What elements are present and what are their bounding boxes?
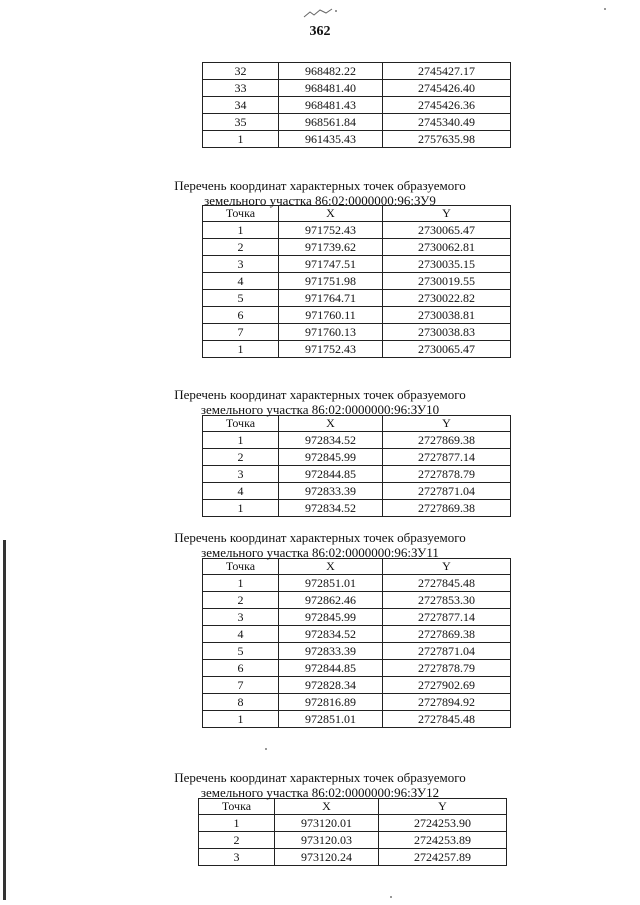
point-column-header: Точка (203, 206, 279, 222)
caption-line: Перечень координат характерных точек образуемого (174, 530, 466, 545)
y-coordinate-cell: 2727869.38 (383, 432, 511, 449)
x-coordinate-cell: 971752.43 (279, 341, 383, 358)
y-coordinate-cell: 2724253.90 (379, 815, 507, 832)
x-column-header: X (279, 206, 383, 222)
y-coordinate-cell: 2727869.38 (383, 626, 511, 643)
caption-line: земельного участка 86:02:0000000:96:ЗУ10 (200, 402, 440, 417)
x-coordinate-cell: 972828.34 (279, 677, 383, 694)
x-coordinate-cell: 972816.89 (279, 694, 383, 711)
scan-dust (265, 748, 267, 750)
x-coordinate-cell: 971752.43 (279, 222, 383, 239)
x-coordinate-cell: 972833.39 (279, 643, 383, 660)
point-cell: 4 (203, 273, 279, 290)
point-cell: 6 (203, 660, 279, 677)
caption-line: Перечень координат характерных точек образуемого (174, 770, 466, 785)
table-body (203, 63, 511, 148)
point-cell: 2 (203, 449, 279, 466)
header-row (203, 416, 511, 432)
point-cell: 7 (203, 677, 279, 694)
point-cell: 5 (203, 643, 279, 660)
table-row (199, 815, 507, 832)
y-coordinate-cell: 2745340.49 (383, 114, 511, 131)
table-row (203, 290, 511, 307)
x-coordinate-cell: 972851.01 (279, 711, 383, 728)
point-column-header: Точка (203, 416, 279, 432)
point-cell: 2 (199, 832, 275, 849)
point-cell: 2 (203, 239, 279, 256)
x-column-header: X (275, 799, 379, 815)
point-cell: 32 (203, 63, 279, 80)
table-row (203, 626, 511, 643)
point-cell: 2 (203, 592, 279, 609)
table-row (203, 131, 511, 148)
table-row (203, 694, 511, 711)
coordinates-table (202, 62, 511, 148)
y-coordinate-cell: 2730035.15 (383, 256, 511, 273)
table-row (203, 711, 511, 728)
table-row (203, 500, 511, 517)
table-body (199, 815, 507, 866)
table-row (203, 660, 511, 677)
y-coordinate-cell: 2727869.38 (383, 500, 511, 517)
caption-line: земельного участка 86:02:0000000:96:ЗУ12 (200, 785, 440, 800)
caption-line: Перечень координат характерных точек образуемого (174, 178, 466, 193)
table-row (203, 256, 511, 273)
table-block-zu9 (0, 178, 640, 361)
point-cell: 5 (203, 290, 279, 307)
x-coordinate-cell: 968561.84 (279, 114, 383, 131)
x-coordinate-cell: 972833.39 (279, 483, 383, 500)
table-caption (0, 387, 640, 417)
x-coordinate-cell: 973120.24 (275, 849, 379, 866)
y-coordinate-cell: 2727878.79 (383, 466, 511, 483)
point-cell: 4 (203, 626, 279, 643)
table-header (203, 206, 511, 222)
table-row (203, 575, 511, 592)
x-coordinate-cell: 961435.43 (279, 131, 383, 148)
point-cell: 33 (203, 80, 279, 97)
header-row (199, 799, 507, 815)
caption-line: Перечень координат характерных точек образуемого (174, 387, 466, 402)
table-block-zu12 (0, 770, 640, 868)
table-header (203, 559, 511, 575)
x-coordinate-cell: 971764.71 (279, 290, 383, 307)
point-cell: 1 (199, 815, 275, 832)
y-column-header: Y (383, 559, 511, 575)
y-coordinate-cell: 2727878.79 (383, 660, 511, 677)
table-row (203, 466, 511, 483)
x-coordinate-cell: 971760.11 (279, 307, 383, 324)
x-coordinate-cell: 972845.99 (279, 449, 383, 466)
y-coordinate-cell: 2727877.14 (383, 609, 511, 626)
y-column-header: Y (383, 206, 511, 222)
table-header (199, 799, 507, 815)
point-cell: 34 (203, 97, 279, 114)
point-cell: 1 (203, 341, 279, 358)
table-row (203, 114, 511, 131)
x-column-header: X (279, 559, 383, 575)
table-row (203, 592, 511, 609)
point-cell: 7 (203, 324, 279, 341)
x-coordinate-cell: 973120.03 (275, 832, 379, 849)
y-coordinate-cell: 2730065.47 (383, 222, 511, 239)
point-cell: 35 (203, 114, 279, 131)
y-coordinate-cell: 2730022.82 (383, 290, 511, 307)
header-row (203, 559, 511, 575)
table-row (203, 483, 511, 500)
y-coordinate-cell: 2727853.30 (383, 592, 511, 609)
point-cell: 3 (199, 849, 275, 866)
caption-line: земельного участка 86:02:0000000:96:ЗУ9 (204, 193, 436, 208)
table-row (203, 432, 511, 449)
y-coordinate-cell: 2727871.04 (383, 483, 511, 500)
x-coordinate-cell: 971760.13 (279, 324, 383, 341)
x-coordinate-cell: 971739.62 (279, 239, 383, 256)
x-coordinate-cell: 972845.99 (279, 609, 383, 626)
x-coordinate-cell: 973120.01 (275, 815, 379, 832)
y-coordinate-cell: 2727845.48 (383, 711, 511, 728)
header-row (203, 206, 511, 222)
x-coordinate-cell: 972834.52 (279, 626, 383, 643)
point-cell: 1 (203, 711, 279, 728)
x-coordinate-cell: 971747.51 (279, 256, 383, 273)
y-coordinate-cell: 2727902.69 (383, 677, 511, 694)
x-coordinate-cell: 972844.85 (279, 466, 383, 483)
table-row (203, 80, 511, 97)
x-coordinate-cell: 971751.98 (279, 273, 383, 290)
point-cell: 1 (203, 500, 279, 517)
x-coordinate-cell: 968482.22 (279, 63, 383, 80)
y-coordinate-cell: 2745427.17 (383, 63, 511, 80)
x-coordinate-cell: 972862.46 (279, 592, 383, 609)
table-row (203, 609, 511, 626)
y-coordinate-cell: 2727871.04 (383, 643, 511, 660)
y-coordinate-cell: 2730038.83 (383, 324, 511, 341)
scan-smudge-mark (300, 6, 340, 20)
table-header (203, 416, 511, 432)
table-row (199, 849, 507, 866)
table-block-zu11 (0, 530, 640, 730)
y-coordinate-cell: 2730019.55 (383, 273, 511, 290)
table-row (203, 324, 511, 341)
x-coordinate-cell: 968481.43 (279, 97, 383, 114)
y-column-header: Y (383, 416, 511, 432)
point-cell: 3 (203, 466, 279, 483)
point-column-header: Точка (203, 559, 279, 575)
point-cell: 6 (203, 307, 279, 324)
table-row (203, 273, 511, 290)
table-caption (0, 770, 640, 800)
point-cell: 1 (203, 432, 279, 449)
y-column-header: Y (379, 799, 507, 815)
x-coordinate-cell: 968481.40 (279, 80, 383, 97)
table-block-zu10 (0, 387, 640, 519)
point-cell: 3 (203, 256, 279, 273)
coordinates-table (198, 798, 507, 866)
y-coordinate-cell: 2730065.47 (383, 341, 511, 358)
coordinates-table (202, 205, 511, 358)
point-cell: 8 (203, 694, 279, 711)
coordinates-table (202, 415, 511, 517)
x-column-header: X (279, 416, 383, 432)
point-cell: 1 (203, 222, 279, 239)
continuation-table-block (0, 62, 640, 148)
y-coordinate-cell: 2724253.89 (379, 832, 507, 849)
table-row (203, 97, 511, 114)
scan-dust (390, 896, 392, 898)
y-coordinate-cell: 2724257.89 (379, 849, 507, 866)
y-coordinate-cell: 2745426.40 (383, 80, 511, 97)
y-coordinate-cell: 2727894.92 (383, 694, 511, 711)
point-cell: 4 (203, 483, 279, 500)
y-coordinate-cell: 2745426.36 (383, 97, 511, 114)
x-coordinate-cell: 972844.85 (279, 660, 383, 677)
table-body (203, 222, 511, 358)
table-body (203, 575, 511, 728)
table-row (203, 341, 511, 358)
y-coordinate-cell: 2727845.48 (383, 575, 511, 592)
page-number: 362 (309, 24, 331, 39)
table-row (203, 307, 511, 324)
point-column-header: Точка (199, 799, 275, 815)
caption-line: земельного участка 86:02:0000000:96:ЗУ11 (201, 545, 439, 560)
y-coordinate-cell: 2727877.14 (383, 449, 511, 466)
y-coordinate-cell: 2730062.81 (383, 239, 511, 256)
table-caption (0, 178, 640, 208)
x-coordinate-cell: 972834.52 (279, 432, 383, 449)
point-cell: 1 (203, 131, 279, 148)
y-coordinate-cell: 2730038.81 (383, 307, 511, 324)
table-caption (0, 530, 640, 560)
point-cell: 3 (203, 609, 279, 626)
x-coordinate-cell: 972851.01 (279, 575, 383, 592)
y-coordinate-cell: 2757635.98 (383, 131, 511, 148)
table-row (203, 677, 511, 694)
scan-dust (604, 8, 606, 10)
table-body (203, 432, 511, 517)
table-row (203, 222, 511, 239)
table-row (199, 832, 507, 849)
coordinates-table (202, 558, 511, 728)
point-cell: 1 (203, 575, 279, 592)
table-row (203, 63, 511, 80)
x-coordinate-cell: 972834.52 (279, 500, 383, 517)
table-row (203, 239, 511, 256)
table-row (203, 643, 511, 660)
table-row (203, 449, 511, 466)
